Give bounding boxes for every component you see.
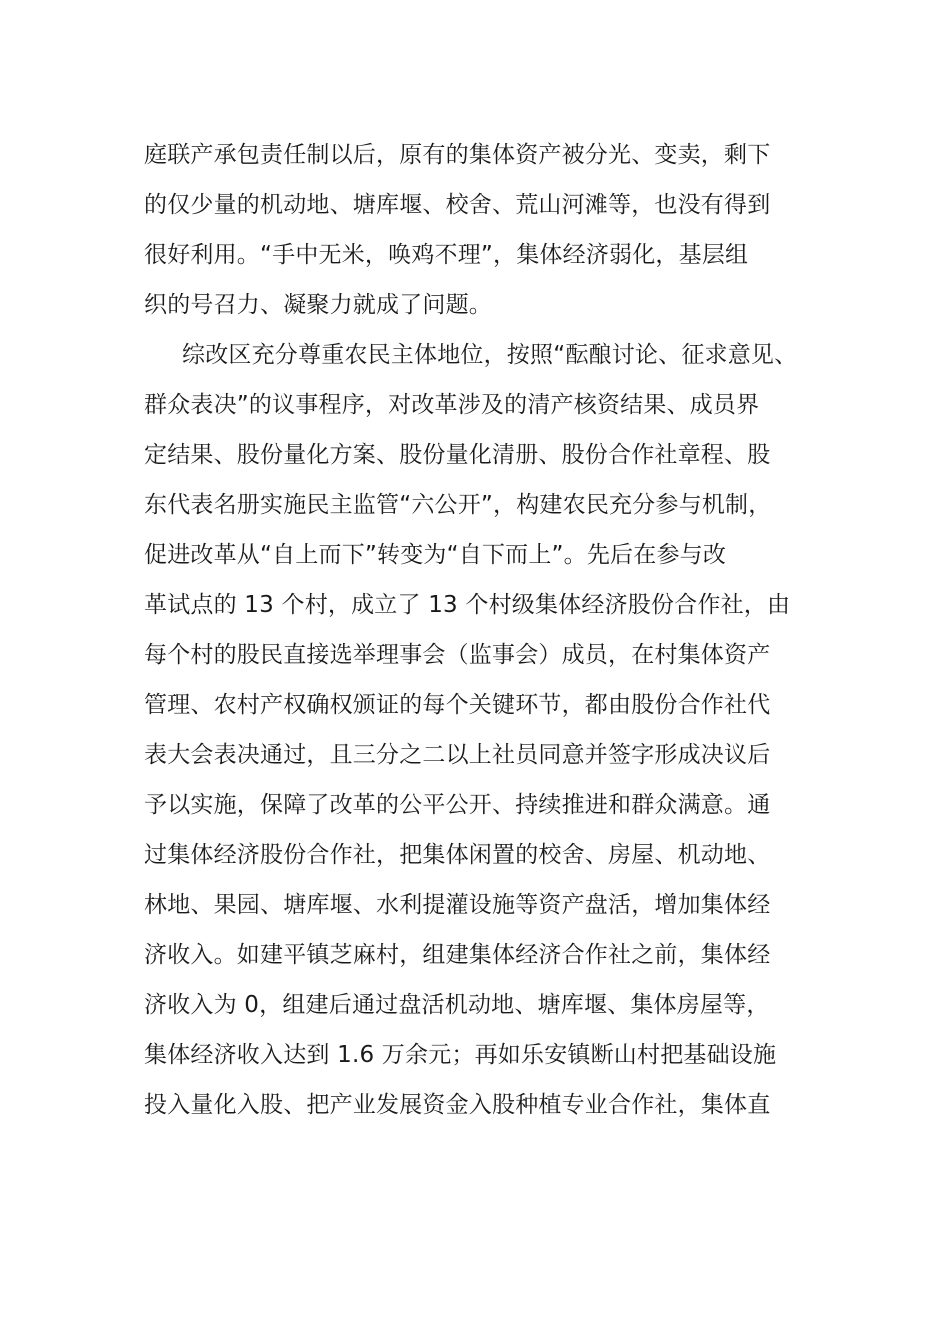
text-line: 予以实施，保障了改革的公平公开、持续推进和群众满意。通 [144,792,771,818]
text-line: 过集体经济股份合作社，把集体闲置的校舍、房屋、机动地、 [144,842,771,868]
text-line: 济收入。如建平镇芝麻村，组建集体经济合作社之前，集体经 [144,942,771,968]
text-line: 济收入为 0，组建后通过盘活机动地、塘库堰、集体房屋等， [144,992,770,1018]
body-text [144,130,824,1130]
text-line: 东代表名册实施民主监管“六公开”，构建农民充分参与机制， [144,492,772,518]
paragraph-first-line: 综改区充分尊重农民主体地位，按照“酝酿讨论、征求意见、 [182,342,798,368]
text-line: 促进改革从“自上而下”转变为“自下而上”。先后在参与改 [144,542,727,568]
text-line: 群众表决”的议事程序，对改革涉及的清产核资结果、成员界 [144,392,760,418]
text-line: 每个村的股民直接选举理事会（监事会）成员，在村集体资产 [144,642,771,668]
text-line: 很好利用。“手中无米，唤鸡不理”，集体经济弱化，基层组 [144,242,749,268]
text-line: 织的号召力、凝聚力就成了问题。 [144,292,492,318]
text-line: 投入量化入股、把产业发展资金入股种植专业合作社，集体直 [144,1092,771,1118]
text-line: 表大会表决通过，且三分之二以上社员同意并签字形成决议后 [144,742,771,768]
text-line: 定结果、股份量化方案、股份量化清册、股份合作社章程、股 [144,442,771,468]
text-line: 的仅少量的机动地、塘库堰、校舍、荒山河滩等，也没有得到 [144,192,771,218]
text-line: 林地、果园、塘库堰、水利提灌设施等资产盘活，增加集体经 [144,892,771,918]
text-line: 管理、农村产权确权颁证的每个关键环节，都由股份合作社代 [144,692,771,718]
text-line: 革试点的 13 个村，成立了 13 个村级集体经济股份合作社，由 [144,592,791,618]
text-line: 集体经济收入达到 1.6 万余元；再如乐安镇断山村把基础设施 [144,1042,777,1068]
text-line: 庭联产承包责任制以后，原有的集体资产被分光、变卖，剩下 [144,142,771,168]
